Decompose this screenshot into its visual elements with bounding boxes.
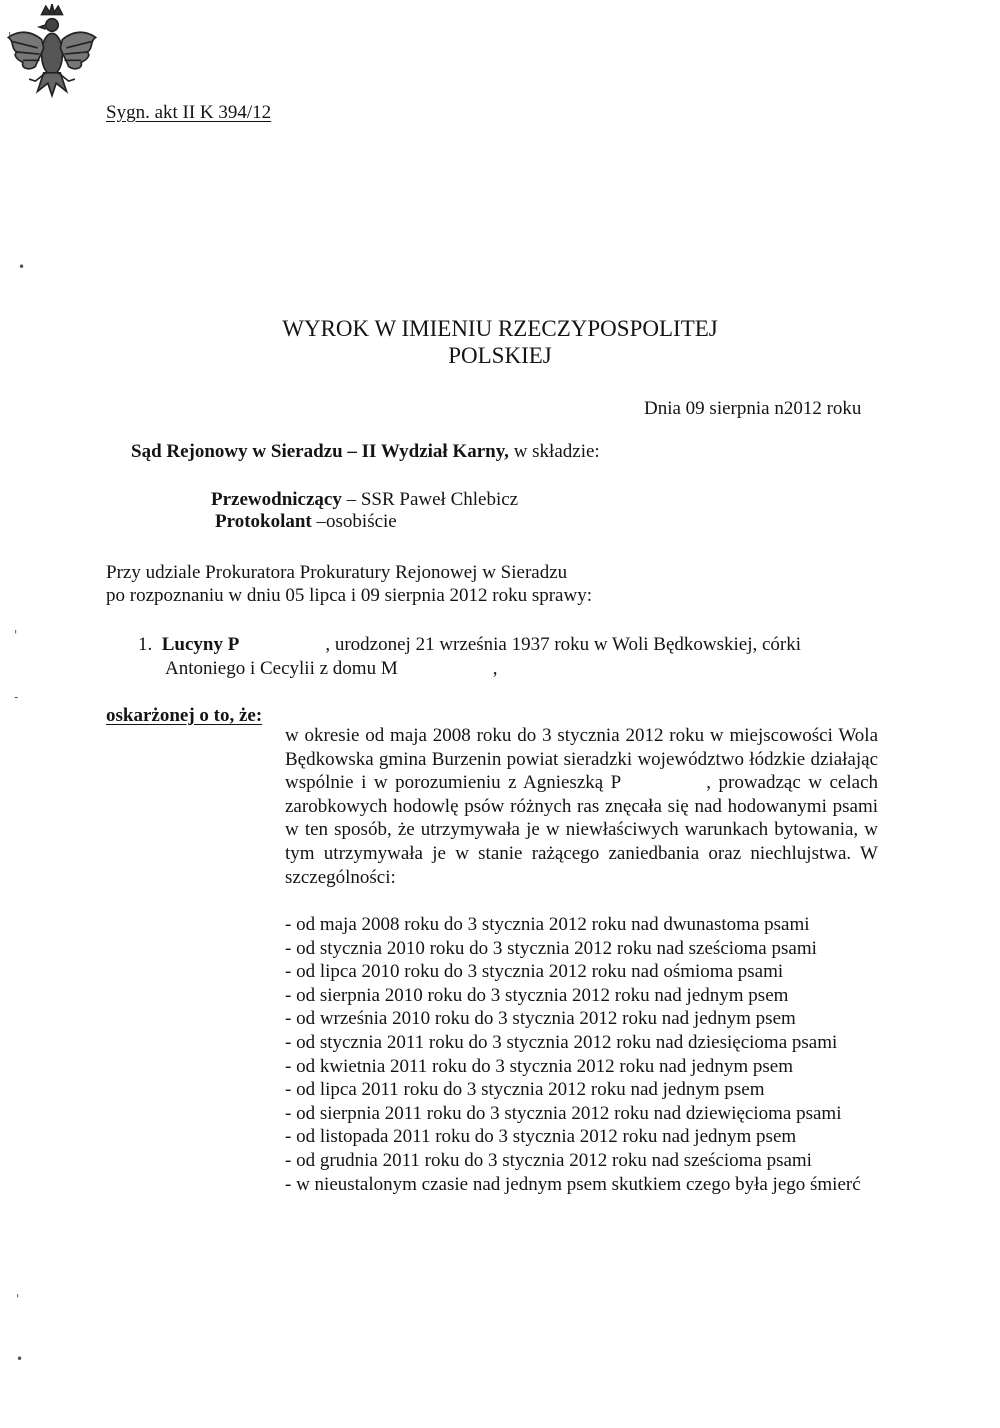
list-item: - od listopada 2011 roku do 3 stycznia 2012 roku nad jednym psem: [285, 1126, 797, 1148]
court-name: Sąd Rejonowy w Sieradzu – II Wydział Karny,: [131, 441, 509, 462]
judgment-title-line1: WYROK W IMIENIU RZECZYPOSPOLITEJ: [282, 316, 718, 341]
clerk-value: –osobiście: [311, 511, 397, 532]
chair-role: Przewodniczący: [211, 489, 342, 510]
defendant-details: , urodzonej 21 września 1937 roku w Woli Będkowskiej, córki: [325, 634, 802, 655]
list-item: - od grudnia 2011 roku do 3 stycznia 2012 roku nad sześcioma psami: [285, 1149, 812, 1171]
list-item: - od kwietnia 2011 roku do 3 stycznia 2012 roku nad jednym psem: [285, 1055, 793, 1077]
hearing-line: po rozpoznaniu w dniu 05 lipca i 09 sierpnia 2012 roku sprawy:: [106, 585, 592, 606]
judgment-date: Dnia 09 sierpnia n2012 roku: [644, 398, 862, 419]
defendant-name: Lucyny P: [161, 634, 240, 655]
scan-mark: ': [8, 30, 12, 44]
list-item: - od sierpnia 2011 roku do 3 stycznia 2012 roku nad dziewięcioma psami: [285, 1102, 842, 1124]
chairperson-line: [211, 488, 518, 511]
list-item: - od września 2010 roku do 3 stycznia 2012 roku nad jednym psem: [285, 1008, 796, 1030]
defendant-line2: [165, 657, 497, 680]
list-item: - od sierpnia 2010 roku do 3 stycznia 2012 roku nad jednym psem: [285, 984, 789, 1006]
list-item: - od stycznia 2010 roku do 3 stycznia 2012 roku nad sześcioma psami: [285, 937, 817, 959]
charge-description: [285, 724, 878, 889]
prosecutor-line: Przy udziale Prokuratora Prokuratury Rejonowej w Sieradzu: [106, 562, 568, 583]
list-item: - od lipca 2011 roku do 3 stycznia 2012 roku nad jednym psem: [285, 1079, 765, 1101]
polish-eagle-emblem-icon: [0, 0, 104, 104]
scan-mark: •: [18, 260, 26, 274]
judgment-title-line2: POLSKIEJ: [448, 343, 552, 368]
defendant-number: 1.: [138, 634, 153, 655]
clerk-line: [215, 510, 397, 533]
charge-text-part1: w okresie od maja 2008 roku do 3 stycznia 2012 roku w miejscowości Wola Będkowska gmina Burzenin powiat sieradzki województwo łódzkie działając wspólnie i w porozumieniu z Agnieszką P: [285, 725, 878, 794]
list-item: - od maja 2008 roku do 3 stycznia 2012 roku nad dwunastoma psami: [285, 914, 810, 935]
list-item: - od lipca 2010 roku do 3 stycznia 2012 roku nad ośmioma psami: [285, 961, 784, 983]
case-signature: Sygn. akt II K 394/12: [106, 102, 272, 123]
list-item: - w nieustalonym czasie nad jednym psem skutkiem czego była jego śmierć: [285, 1173, 861, 1195]
list-item: - od stycznia 2011 roku do 3 stycznia 2012 roku nad dziesięcioma psami: [285, 1031, 838, 1053]
defendant-line1: [138, 633, 878, 656]
scan-mark: -: [14, 690, 19, 704]
charge-text-part2: , prowadząc w celach zarobkowych hodowlę psów różnych ras znęcała się nad hodowanymi psami w ten sposób, że utrzymywała je w niewłaściwych warunkach bytowania, w tym utrzymywała je w stanie rażącego zaniedbania oraz niechlujstwa. W szczególności:: [285, 772, 878, 888]
chair-value: – SSR Paweł Chlebicz: [341, 489, 519, 510]
charge-heading: oskarżonej o to, że:: [106, 705, 263, 726]
scan-mark: •: [16, 1352, 24, 1366]
court-composition: w składzie:: [508, 441, 600, 462]
defendant-comma: ,: [492, 658, 498, 679]
defendant-parents: Antoniego i Cecylii z domu M: [165, 658, 398, 679]
scan-mark: ': [14, 628, 18, 642]
scan-mark: ': [16, 1292, 20, 1306]
clerk-role: Protokolant: [215, 511, 312, 532]
charge-items-list: [285, 913, 878, 1196]
court-line: [131, 440, 600, 463]
